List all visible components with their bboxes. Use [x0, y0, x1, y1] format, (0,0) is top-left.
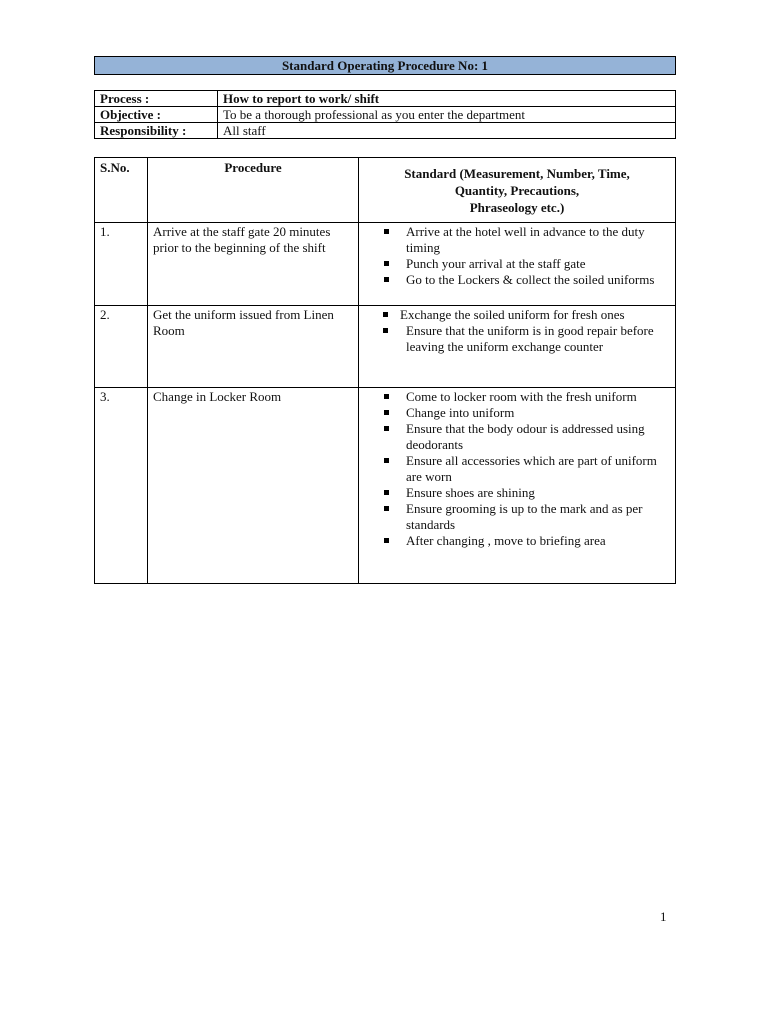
responsibility-value: All staff [218, 123, 676, 139]
list-item [364, 307, 670, 323]
responsibility-label: Responsibility : [95, 123, 218, 139]
table-row [95, 306, 676, 388]
page-number: 1 [660, 909, 667, 924]
square-bullet-icon [384, 277, 389, 282]
list-item-text: Arrive at the hotel well in advance to the duty timing [406, 224, 645, 255]
sop-title: Standard Operating Procedure No: 1 [94, 56, 676, 75]
row-sno: 2. [95, 306, 148, 388]
row-sno: 3. [95, 388, 148, 584]
list-item-text: Go to the Lockers & collect the soiled uniforms [406, 272, 655, 287]
row-procedure: Arrive at the staff gate 20 minutes prior to the beginning of the shift [148, 223, 359, 306]
square-bullet-icon [384, 426, 389, 431]
header-procedure: Procedure [148, 158, 359, 223]
table-row [95, 388, 676, 584]
square-bullet-icon [384, 506, 389, 511]
header-standard-line2: Quantity, Precautions, [454, 183, 580, 198]
list-item [364, 256, 670, 272]
list-item [364, 533, 670, 549]
list-item-text: Exchange the soiled uniform for fresh ones [400, 307, 625, 322]
procedure-table-header [95, 158, 676, 223]
list-item [364, 453, 670, 485]
process-value: How to report to work/ shift [218, 91, 676, 107]
list-item [364, 485, 670, 501]
row-standards [359, 223, 676, 306]
list-item-text: Ensure that the body odour is addressed using deodorants [406, 421, 645, 452]
list-item [364, 421, 670, 453]
list-item-text: Ensure grooming is up to the mark and as per standards [406, 501, 643, 532]
list-item [364, 501, 670, 533]
list-item [364, 389, 670, 405]
list-item [364, 272, 670, 288]
header-standard [359, 158, 676, 223]
standards-list [364, 224, 670, 288]
square-bullet-icon [384, 394, 389, 399]
square-bullet-icon [384, 458, 389, 463]
header-standard-line1: Standard (Measurement, Number, Time, [404, 166, 630, 181]
row-sno: 1. [95, 223, 148, 306]
square-bullet-icon [384, 490, 389, 495]
responsibility-row [95, 123, 676, 139]
objective-row [95, 107, 676, 123]
list-item [364, 405, 670, 421]
square-bullet-icon [384, 261, 389, 266]
procedure-table [94, 157, 676, 584]
header-standard-line3: Phraseology etc.) [469, 200, 565, 215]
square-bullet-icon [384, 410, 389, 415]
list-item-text: After changing , move to briefing area [406, 533, 606, 548]
square-bullet-icon [384, 538, 389, 543]
objective-value: To be a thorough professional as you enter the department [218, 107, 676, 123]
row-standards [359, 388, 676, 584]
list-item-text: Ensure all accessories which are part of uniform are worn [406, 453, 657, 484]
header-sno: S.No. [95, 158, 148, 223]
standards-list [364, 389, 670, 549]
process-row [95, 91, 676, 107]
process-label: Process : [95, 91, 218, 107]
process-info-table [94, 90, 676, 139]
row-procedure: Get the uniform issued from Linen Room [148, 306, 359, 388]
list-item-text: Ensure that the uniform is in good repair before leaving the uniform exchange counter [406, 323, 654, 354]
standards-list [364, 307, 670, 355]
row-procedure: Change in Locker Room [148, 388, 359, 584]
list-item-text: Change into uniform [406, 405, 515, 420]
square-bullet-icon [383, 312, 388, 317]
list-item [364, 323, 670, 355]
list-item-text: Come to locker room with the fresh uniform [406, 389, 637, 404]
list-item-text: Punch your arrival at the staff gate [406, 256, 586, 271]
objective-label: Objective : [95, 107, 218, 123]
list-item-text: Ensure shoes are shining [406, 485, 535, 500]
square-bullet-icon [383, 328, 388, 333]
row-standards [359, 306, 676, 388]
square-bullet-icon [384, 229, 389, 234]
list-item [364, 224, 670, 256]
table-row [95, 223, 676, 306]
